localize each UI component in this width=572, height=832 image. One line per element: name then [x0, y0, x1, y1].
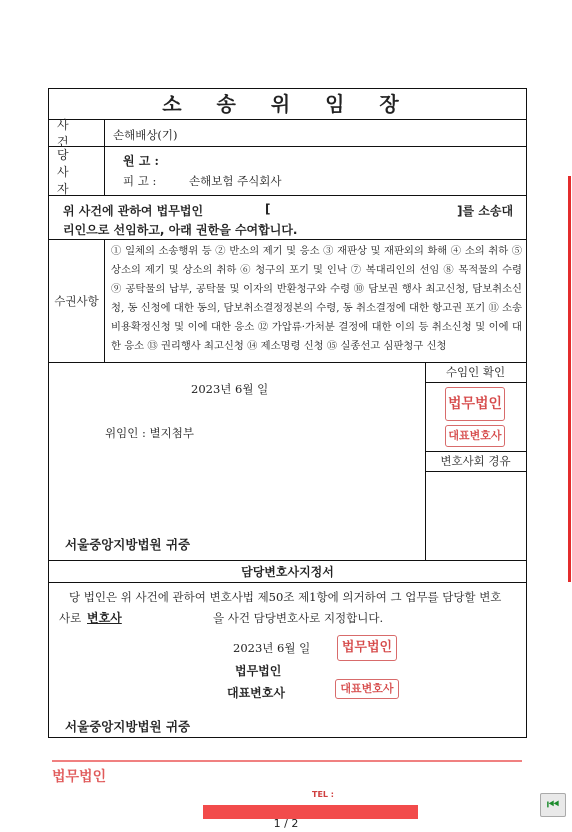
designation-section	[49, 583, 526, 737]
case-row	[49, 120, 526, 147]
delegation-part2: ]를 소송대	[457, 204, 514, 218]
plaintiff-line: 원 고 :	[123, 154, 159, 168]
signature-left	[49, 363, 426, 560]
signature-date: 2023년 6월 일	[191, 382, 269, 396]
footer-logo: 법무법인	[52, 769, 107, 785]
delegation-bracket: [	[265, 202, 271, 216]
document-title: 소 송 위 임 장	[49, 89, 526, 120]
designation-body-line2-suffix: 을 사건 담당변호사로 지정합니다.	[213, 611, 384, 625]
delegation-line2: 리인으로 선임하고, 아래 권한을 수여합니다.	[63, 223, 298, 237]
designation-title: 담당변호사지정서	[49, 561, 526, 583]
power-of-attorney-document	[48, 88, 527, 738]
designation-body-line1: 당 법인은 위 사건에 관하여 변호사법 제50조 제1항에 의거하여 그 업무를 담당할 변호	[69, 590, 502, 604]
receiver-check-label: 수임인 확인	[425, 363, 526, 383]
firm-seal-stamp: 법무법인	[445, 387, 505, 421]
signature-right	[425, 363, 526, 560]
footer-tel: TEL :	[312, 790, 335, 799]
rep-seal-stamp: 대표변호사	[445, 425, 505, 447]
parties-label: 당 사 자	[49, 147, 105, 195]
delegator-line: 위임인 : 별지첨부	[105, 426, 194, 440]
designation-rep-seal: 대표변호사	[335, 679, 399, 699]
designation-date: 2023년 6월 일	[233, 641, 311, 655]
designation-attorney: 변호사	[87, 611, 122, 625]
defendant-label: 피 고 :	[123, 174, 157, 188]
designation-firm: 법무법인	[235, 664, 282, 678]
powers-row	[49, 240, 526, 363]
page-indicator: 1 / 2	[273, 817, 299, 830]
footer-divider	[52, 760, 522, 762]
parties-row	[49, 147, 526, 196]
first-page-button[interactable]	[540, 793, 566, 817]
powers-label: 수권사항	[49, 240, 105, 362]
case-value: 손해배상(기)	[113, 128, 178, 142]
delegation-row	[49, 196, 526, 240]
first-page-icon: ⏮	[546, 797, 560, 813]
court-addressee: 서울중앙지방법원 귀중	[65, 537, 191, 552]
powers-text: ① 일체의 소송행위 등 ② 반소의 제기 및 응소 ③ 재판상 및 재판외의 화해 ④ 소의 취하 ⑤ 상소의 제기 및 상소의 취하 ⑥ 청구의 포기 및 인낙 ⑦ 복대리인의 선임 ⑧ 목적물의 수령 ⑨ 공탁물의 납부, 공탁물 및 이자의 반환청구와 수령 ⑩ 담보권 행사 최고신청, 담보취소신청, 동 신청에 대한 동의, 담보취소결정정본의 수령, 동 취소결정에 대한 항고권 포기 ⑪ 소송비용확정신청 및 이에 대한 응소 ⑫ 가압류·가처분 결정에 대한 이의 등 취소신청 및 이에 대한 응소 ⑬ 권리행사 최고신청 ⑭ 제소명령 신청 ⑮ 실종선고 심판청구 신청	[111, 245, 522, 352]
delegation-part1: 위 사건에 관하여 법무법인	[63, 204, 204, 218]
designation-representative: 대표변호사	[227, 686, 285, 700]
defendant-value: 손해보험 주식회사	[189, 174, 282, 188]
designation-body-line2-prefix: 사로	[59, 611, 82, 625]
designation-firm-seal: 법무법인	[337, 635, 397, 661]
designation-court: 서울중앙지방법원 귀중	[65, 719, 191, 734]
bar-association-label: 변호사회 경유	[425, 451, 526, 472]
signature-row	[49, 363, 526, 561]
margin-red-line	[568, 176, 571, 582]
case-label: 사 건	[49, 120, 105, 146]
